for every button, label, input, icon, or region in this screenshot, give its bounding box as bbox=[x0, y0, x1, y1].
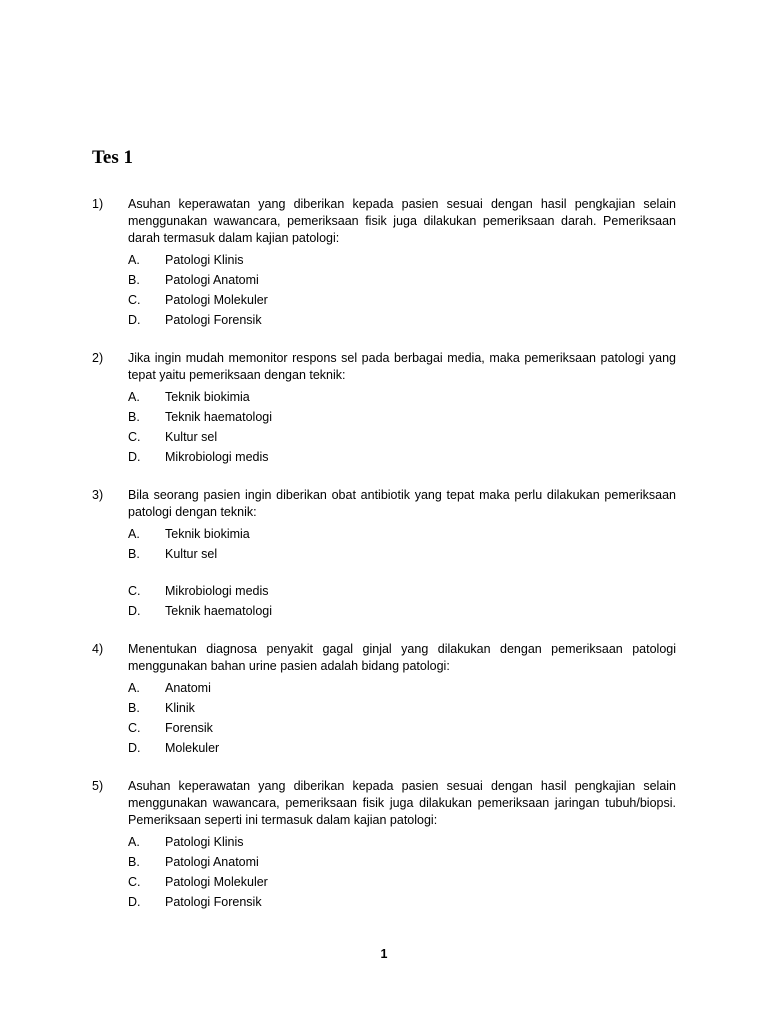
option-letter: A. bbox=[128, 681, 140, 695]
option-text: Klinik bbox=[165, 701, 195, 715]
option-letter: C. bbox=[128, 875, 141, 889]
answer-options bbox=[128, 524, 676, 621]
option-letter: A. bbox=[128, 253, 140, 267]
option-letter: B. bbox=[128, 547, 140, 561]
answer-option-a bbox=[128, 678, 676, 698]
question-3 bbox=[92, 487, 676, 637]
answer-option-c bbox=[128, 718, 676, 738]
option-letter: A. bbox=[128, 835, 140, 849]
question-text: Asuhan keperawatan yang diberikan kepada pasien sesuai dengan hasil pengkajian selain menggunakan wawancara, pemeriksaan fisik juga dilakukan pemeriksaan jaringan tubuh/biopsi. Pemeriksaan seperti ini termasuk dalam kajian patologi: bbox=[128, 779, 676, 827]
question-2 bbox=[92, 350, 676, 483]
question-1 bbox=[92, 196, 676, 346]
answer-option-b bbox=[128, 544, 676, 564]
answer-option-a bbox=[128, 524, 676, 544]
option-text: Patologi Klinis bbox=[165, 835, 244, 849]
question-number: 4) bbox=[92, 642, 104, 656]
question-number: 3) bbox=[92, 488, 104, 502]
option-text: Teknik haematologi bbox=[165, 604, 273, 618]
option-text: Mikrobiologi medis bbox=[165, 450, 269, 464]
option-text: Patologi Anatomi bbox=[165, 273, 259, 287]
question-number: 1) bbox=[92, 197, 104, 211]
option-letter: B. bbox=[128, 855, 140, 869]
option-text: Teknik biokimia bbox=[165, 527, 250, 541]
answer-option-d bbox=[128, 310, 676, 330]
document-title: Tes 1 bbox=[92, 147, 134, 168]
answer-option-a bbox=[128, 387, 676, 407]
option-text: Teknik haematologi bbox=[165, 410, 273, 424]
answer-option-b bbox=[128, 698, 676, 718]
option-text: Kultur sel bbox=[165, 430, 218, 444]
page-number: 1 bbox=[380, 947, 388, 961]
answer-options bbox=[128, 678, 676, 758]
option-letter: B. bbox=[128, 273, 140, 287]
question-text: Asuhan keperawatan yang diberikan kepada pasien sesuai dengan hasil pengkajian selain menggunakan wawancara, pemeriksaan fisik juga dilakukan pemeriksaan darah. Pemeriksaan darah termasuk dalam kajian patologi: bbox=[128, 197, 676, 245]
answer-option-b bbox=[128, 407, 676, 427]
answer-option-c bbox=[128, 290, 676, 310]
option-text: Patologi Klinis bbox=[165, 253, 244, 267]
answer-option-c bbox=[128, 581, 676, 601]
answer-option-c bbox=[128, 872, 676, 892]
question-row bbox=[92, 641, 676, 675]
option-letter: D. bbox=[128, 604, 141, 618]
answer-option-d bbox=[128, 892, 676, 912]
option-letter: A. bbox=[128, 527, 140, 541]
option-text: Patologi Forensik bbox=[165, 313, 262, 327]
answer-option-d bbox=[128, 447, 676, 467]
option-letter: C. bbox=[128, 293, 141, 307]
answer-option-a bbox=[128, 250, 676, 270]
answer-options bbox=[128, 250, 676, 330]
question-text: Jika ingin mudah memonitor respons sel pada berbagai media, maka pemeriksaan patologi yang tepat yaitu pemeriksaan dengan teknik: bbox=[128, 351, 676, 382]
option-letter: D. bbox=[128, 313, 141, 327]
answer-options bbox=[128, 387, 676, 467]
answer-option-a bbox=[128, 832, 676, 852]
option-text: Mikrobiologi medis bbox=[165, 584, 269, 598]
answer-option-d bbox=[128, 738, 676, 758]
question-5 bbox=[92, 778, 676, 928]
option-text: Patologi Molekuler bbox=[165, 293, 268, 307]
question-row bbox=[92, 196, 676, 247]
option-text: Kultur sel bbox=[165, 547, 218, 561]
option-text: Anatomi bbox=[165, 681, 211, 695]
option-letter: B. bbox=[128, 410, 140, 424]
answer-option-b bbox=[128, 852, 676, 872]
answer-options bbox=[128, 832, 676, 912]
option-letter: D. bbox=[128, 450, 141, 464]
answer-option-c bbox=[128, 427, 676, 447]
question-number: 5) bbox=[92, 779, 104, 793]
question-4 bbox=[92, 641, 676, 774]
option-letter: B. bbox=[128, 701, 140, 715]
option-letter: C. bbox=[128, 430, 141, 444]
question-row bbox=[92, 778, 676, 829]
option-text: Teknik biokimia bbox=[165, 390, 250, 404]
question-text: Bila seorang pasien ingin diberikan obat antibiotik yang tepat maka perlu dilakukan pemeriksaan patologi dengan teknik: bbox=[128, 488, 676, 519]
option-letter: D. bbox=[128, 741, 141, 755]
option-text: Molekuler bbox=[165, 741, 220, 755]
answer-option-b bbox=[128, 270, 676, 290]
question-row bbox=[92, 487, 676, 521]
question-row bbox=[92, 350, 676, 384]
question-text: Menentukan diagnosa penyakit gagal ginjal yang dilakukan dengan pemeriksaan patologi menggunakan bahan urine pasien adalah bidang patologi: bbox=[128, 642, 676, 673]
option-text: Patologi Molekuler bbox=[165, 875, 268, 889]
question-number: 2) bbox=[92, 351, 104, 365]
option-text: Patologi Forensik bbox=[165, 895, 262, 909]
option-letter: A. bbox=[128, 390, 140, 404]
option-letter: C. bbox=[128, 584, 141, 598]
option-letter: C. bbox=[128, 721, 141, 735]
answer-option-d bbox=[128, 601, 676, 621]
option-text: Patologi Anatomi bbox=[165, 855, 259, 869]
option-text: Forensik bbox=[165, 721, 213, 735]
option-letter: D. bbox=[128, 895, 141, 909]
